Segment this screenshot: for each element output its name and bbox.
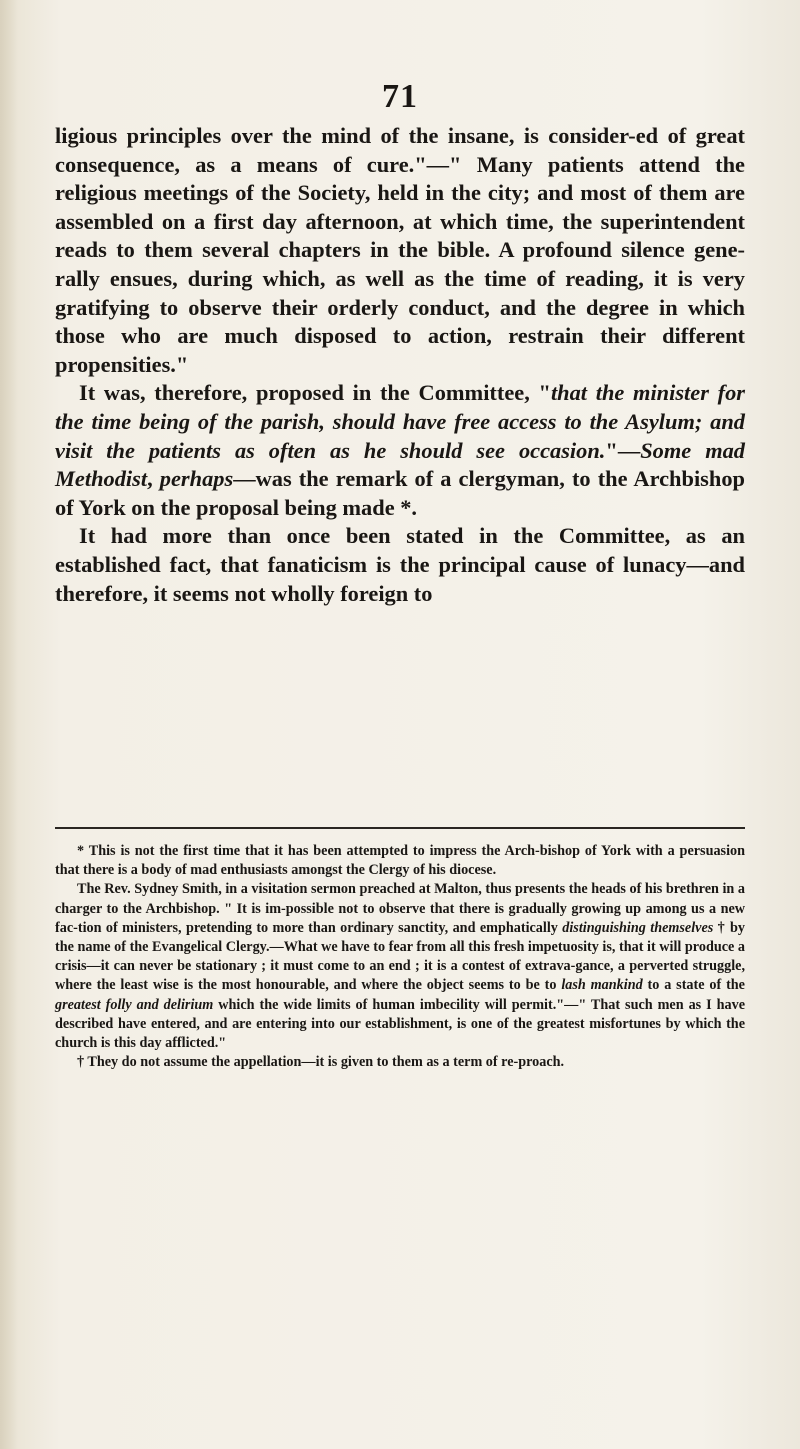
paragraph-2-part-e: , <box>147 466 160 492</box>
footnote-2-part-e: to a state of the <box>642 977 745 994</box>
lash-mankind-phrase: lash mankind <box>561 977 643 994</box>
mad-methodist-remark: Some mad Methodist <box>55 437 745 492</box>
paragraph-2 <box>55 379 745 522</box>
paragraph-2-part-a: It was, therefore, proposed in the Committee, " <box>79 380 551 406</box>
paragraph-1: ligious principles over the mind of the insane, is consider-ed of great consequence, as a means of cure."—" Many patients attend the religious meetings of the Society, held in the city; and most of them are assembled on a first day afternoon, at which time, the superintendent reads to them several chapters in the bible. A profound silence gene-rally ensues, during which, as well as the time of reading, it is very gratifying to observe their orderly conduct, and the degree in which those who are much disposed to action, restrain their different propensities." <box>55 123 745 377</box>
distinguishing-themselves-phrase: distinguishing themselves <box>562 919 714 936</box>
perhaps-remark: perhaps <box>159 466 234 492</box>
footnote-divider <box>55 827 745 829</box>
quoted-resolution: that the minister for the time being of the parish, should have free access to the Asylum; and visit the patients as often as he should see occasion. <box>55 380 745 463</box>
greatest-folly-phrase: greatest folly and delirium <box>55 996 214 1013</box>
footnote-sydney-smith <box>55 880 745 1053</box>
body-text <box>55 122 745 608</box>
page-number: 71 <box>382 78 418 115</box>
footnote-2-part-a: The Rev. Sydney Smith, in a visitation sermon preached at Malton, thus presents the heads of his brethren in a charger to the Archbishop. " It is im-possible not to observe that there is gradually growing up among us a new fac-tion of ministers, pretending to more than ordinary sanctity, and emphatically <box>55 881 745 936</box>
page-gutter-shadow <box>0 0 18 1449</box>
footnote-2-part-c: † by the name of the Evangelical Clergy.—What we have to fear from all this fresh impetuosity is, that it will produce a crisis—it can never be stationary ; it must come to an end ; it is a contest of extrava-gance, a perverted struggle, where the least wise is the most honourable, and where the object seems to be to <box>55 919 745 994</box>
footnote-2-part-g: which the wide limits of human imbecility will permit."—" That such men as I have described have entered, and are entering into our establishment, is one of the greatest misfortunes by which the church is this day afflicted." <box>55 996 745 1052</box>
footnote-dagger: † They do not assume the appellation—it is given to them as a term of re-proach. <box>77 1054 565 1071</box>
paragraph-2-part-c: "— <box>605 437 641 463</box>
paragraph-2-part-g: —was the remark of a clergyman, to the Archbishop of York on the proposal being made *. <box>55 466 745 520</box>
footnote-asterisk: * This is not the first time that it has been attempted to impress the Arch-bishop of York with a persuasion that there is a body of mad enthusiasts amongst the Clergy of his diocese. <box>55 843 745 879</box>
footnotes <box>55 842 745 1072</box>
paragraph-3: It had more than once been stated in the Committee, as an established fact, that fanaticism is the principal cause of lunacy—and therefore, it seems not wholly foreign to <box>55 523 745 606</box>
